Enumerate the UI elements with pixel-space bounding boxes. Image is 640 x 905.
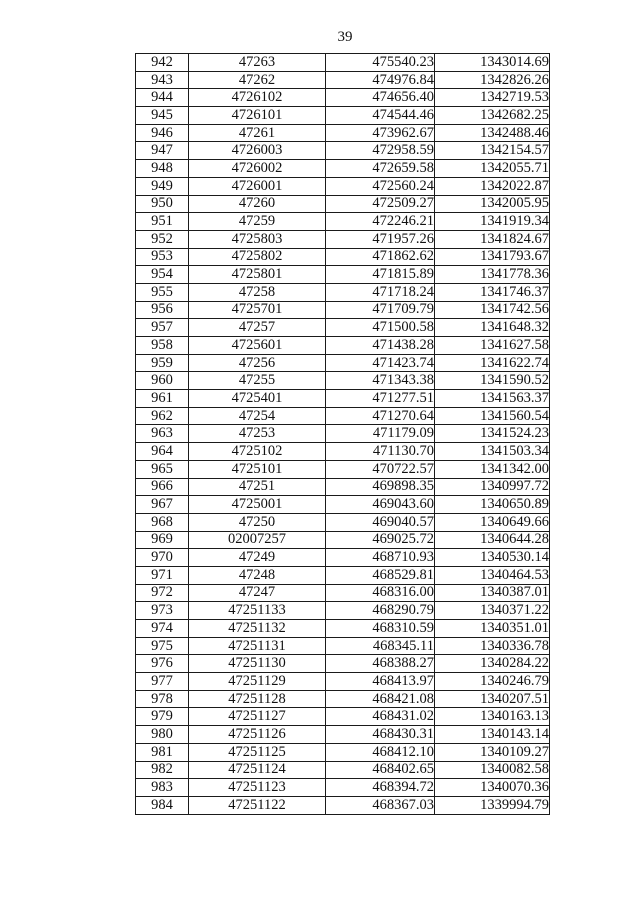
x-coordinate-cell: 472659.58: [326, 160, 435, 178]
point-id-cell: 47249: [189, 549, 326, 567]
row-number-cell: 963: [136, 425, 189, 443]
point-id-cell: 02007257: [189, 531, 326, 549]
y-coordinate-cell: 1342022.87: [435, 177, 550, 195]
x-coordinate-cell: 474976.84: [326, 71, 435, 89]
x-coordinate-cell: 468316.00: [326, 584, 435, 602]
y-coordinate-cell: 1340082.58: [435, 761, 550, 779]
y-coordinate-cell: 1342682.25: [435, 107, 550, 125]
x-coordinate-cell: 468367.03: [326, 796, 435, 814]
point-id-cell: 47251127: [189, 708, 326, 726]
point-id-cell: 47248: [189, 566, 326, 584]
y-coordinate-cell: 1341342.00: [435, 460, 550, 478]
y-coordinate-cell: 1341503.34: [435, 443, 550, 461]
row-number-cell: 953: [136, 248, 189, 266]
y-coordinate-cell: 1341590.52: [435, 372, 550, 390]
y-coordinate-cell: 1341524.23: [435, 425, 550, 443]
point-id-cell: 4725701: [189, 301, 326, 319]
x-coordinate-cell: 468402.65: [326, 761, 435, 779]
x-coordinate-cell: 471270.64: [326, 407, 435, 425]
table-row: [136, 496, 550, 514]
y-coordinate-cell: 1341648.32: [435, 319, 550, 337]
point-id-cell: 4725101: [189, 460, 326, 478]
table-row: [136, 248, 550, 266]
x-coordinate-cell: 471343.38: [326, 372, 435, 390]
table-row: [136, 673, 550, 691]
x-coordinate-cell: 468529.81: [326, 566, 435, 584]
point-id-cell: 47256: [189, 354, 326, 372]
point-id-cell: 47250: [189, 513, 326, 531]
x-coordinate-cell: 468431.02: [326, 708, 435, 726]
x-coordinate-cell: 468310.59: [326, 620, 435, 638]
row-number-cell: 950: [136, 195, 189, 213]
table-row: [136, 637, 550, 655]
point-id-cell: 4725001: [189, 496, 326, 514]
x-coordinate-cell: 471423.74: [326, 354, 435, 372]
point-id-cell: 47258: [189, 283, 326, 301]
row-number-cell: 982: [136, 761, 189, 779]
table-row: [136, 655, 550, 673]
row-number-cell: 967: [136, 496, 189, 514]
point-id-cell: 47251122: [189, 796, 326, 814]
row-number-cell: 959: [136, 354, 189, 372]
y-coordinate-cell: 1340650.89: [435, 496, 550, 514]
row-number-cell: 969: [136, 531, 189, 549]
x-coordinate-cell: 468413.97: [326, 673, 435, 691]
y-coordinate-cell: 1341919.34: [435, 213, 550, 231]
table-row: [136, 443, 550, 461]
point-id-cell: 47253: [189, 425, 326, 443]
x-coordinate-cell: 468412.10: [326, 743, 435, 761]
row-number-cell: 945: [136, 107, 189, 125]
x-coordinate-cell: 468394.72: [326, 779, 435, 797]
row-number-cell: 978: [136, 690, 189, 708]
table-row: [136, 390, 550, 408]
x-coordinate-cell: 471500.58: [326, 319, 435, 337]
table-row: [136, 726, 550, 744]
row-number-cell: 947: [136, 142, 189, 160]
x-coordinate-cell: 474656.40: [326, 89, 435, 107]
x-coordinate-cell: 469898.35: [326, 478, 435, 496]
table-row: [136, 283, 550, 301]
table-row: [136, 690, 550, 708]
x-coordinate-cell: 471130.70: [326, 443, 435, 461]
row-number-cell: 949: [136, 177, 189, 195]
x-coordinate-cell: 472246.21: [326, 213, 435, 231]
table-row: [136, 319, 550, 337]
point-id-cell: 4725601: [189, 337, 326, 355]
y-coordinate-cell: 1341746.37: [435, 283, 550, 301]
row-number-cell: 960: [136, 372, 189, 390]
point-id-cell: 47262: [189, 71, 326, 89]
y-coordinate-cell: 1340644.28: [435, 531, 550, 549]
x-coordinate-cell: 475540.23: [326, 54, 435, 72]
y-coordinate-cell: 1343014.69: [435, 54, 550, 72]
table-row: [136, 54, 550, 72]
row-number-cell: 952: [136, 230, 189, 248]
row-number-cell: 954: [136, 266, 189, 284]
table-row: [136, 301, 550, 319]
row-number-cell: 984: [136, 796, 189, 814]
point-id-cell: 4725803: [189, 230, 326, 248]
table-row: [136, 478, 550, 496]
row-number-cell: 976: [136, 655, 189, 673]
point-id-cell: 47251126: [189, 726, 326, 744]
table-row: [136, 160, 550, 178]
y-coordinate-cell: 1340163.13: [435, 708, 550, 726]
x-coordinate-cell: 471815.89: [326, 266, 435, 284]
point-id-cell: 47247: [189, 584, 326, 602]
point-id-cell: 47259: [189, 213, 326, 231]
row-number-cell: 942: [136, 54, 189, 72]
point-id-cell: 47257: [189, 319, 326, 337]
y-coordinate-cell: 1340070.36: [435, 779, 550, 797]
row-number-cell: 957: [136, 319, 189, 337]
table-row: [136, 195, 550, 213]
table-row: [136, 708, 550, 726]
y-coordinate-cell: 1342826.26: [435, 71, 550, 89]
x-coordinate-cell: 471957.26: [326, 230, 435, 248]
x-coordinate-cell: 468421.08: [326, 690, 435, 708]
table-row: [136, 761, 550, 779]
point-id-cell: 47251133: [189, 602, 326, 620]
y-coordinate-cell: 1341742.56: [435, 301, 550, 319]
x-coordinate-cell: 471862.62: [326, 248, 435, 266]
row-number-cell: 943: [136, 71, 189, 89]
table-row: [136, 743, 550, 761]
row-number-cell: 968: [136, 513, 189, 531]
y-coordinate-cell: 1341793.67: [435, 248, 550, 266]
table-row: [136, 71, 550, 89]
row-number-cell: 975: [136, 637, 189, 655]
y-coordinate-cell: 1340464.53: [435, 566, 550, 584]
x-coordinate-cell: 474544.46: [326, 107, 435, 125]
y-coordinate-cell: 1340387.01: [435, 584, 550, 602]
table-row: [136, 372, 550, 390]
point-id-cell: 47251128: [189, 690, 326, 708]
table-row: [136, 796, 550, 814]
table-row: [136, 266, 550, 284]
x-coordinate-cell: 468430.31: [326, 726, 435, 744]
coordinates-table: [135, 53, 550, 815]
x-coordinate-cell: 469025.72: [326, 531, 435, 549]
x-coordinate-cell: 468290.79: [326, 602, 435, 620]
y-coordinate-cell: 1340351.01: [435, 620, 550, 638]
table-row: [136, 142, 550, 160]
y-coordinate-cell: 1340246.79: [435, 673, 550, 691]
y-coordinate-cell: 1340109.27: [435, 743, 550, 761]
table-row: [136, 213, 550, 231]
point-id-cell: 47254: [189, 407, 326, 425]
table-row: [136, 107, 550, 125]
point-id-cell: 47260: [189, 195, 326, 213]
y-coordinate-cell: 1340649.66: [435, 513, 550, 531]
row-number-cell: 981: [136, 743, 189, 761]
y-coordinate-cell: 1340530.14: [435, 549, 550, 567]
row-number-cell: 965: [136, 460, 189, 478]
coordinates-table-body: [136, 54, 550, 815]
x-coordinate-cell: 471277.51: [326, 390, 435, 408]
point-id-cell: 4726102: [189, 89, 326, 107]
x-coordinate-cell: 469043.60: [326, 496, 435, 514]
y-coordinate-cell: 1341560.54: [435, 407, 550, 425]
y-coordinate-cell: 1340997.72: [435, 478, 550, 496]
x-coordinate-cell: 472509.27: [326, 195, 435, 213]
point-id-cell: 47251129: [189, 673, 326, 691]
row-number-cell: 961: [136, 390, 189, 408]
point-id-cell: 4726002: [189, 160, 326, 178]
row-number-cell: 948: [136, 160, 189, 178]
point-id-cell: 47251132: [189, 620, 326, 638]
point-id-cell: 47251131: [189, 637, 326, 655]
table-row: [136, 407, 550, 425]
row-number-cell: 962: [136, 407, 189, 425]
row-number-cell: 951: [136, 213, 189, 231]
point-id-cell: 47251130: [189, 655, 326, 673]
x-coordinate-cell: 468710.93: [326, 549, 435, 567]
row-number-cell: 970: [136, 549, 189, 567]
row-number-cell: 974: [136, 620, 189, 638]
row-number-cell: 946: [136, 124, 189, 142]
point-id-cell: 4725401: [189, 390, 326, 408]
point-id-cell: 47251123: [189, 779, 326, 797]
y-coordinate-cell: 1340371.22: [435, 602, 550, 620]
table-row: [136, 584, 550, 602]
x-coordinate-cell: 472560.24: [326, 177, 435, 195]
point-id-cell: 4725801: [189, 266, 326, 284]
y-coordinate-cell: 1341563.37: [435, 390, 550, 408]
x-coordinate-cell: 473962.67: [326, 124, 435, 142]
row-number-cell: 958: [136, 337, 189, 355]
row-number-cell: 956: [136, 301, 189, 319]
point-id-cell: 47251: [189, 478, 326, 496]
point-id-cell: 47261: [189, 124, 326, 142]
point-id-cell: 47255: [189, 372, 326, 390]
row-number-cell: 971: [136, 566, 189, 584]
y-coordinate-cell: 1340143.14: [435, 726, 550, 744]
x-coordinate-cell: 471179.09: [326, 425, 435, 443]
y-coordinate-cell: 1341622.74: [435, 354, 550, 372]
row-number-cell: 955: [136, 283, 189, 301]
point-id-cell: 4726101: [189, 107, 326, 125]
point-id-cell: 4726001: [189, 177, 326, 195]
table-row: [136, 425, 550, 443]
table-row: [136, 779, 550, 797]
row-number-cell: 977: [136, 673, 189, 691]
y-coordinate-cell: 1342154.57: [435, 142, 550, 160]
row-number-cell: 973: [136, 602, 189, 620]
y-coordinate-cell: 1341778.36: [435, 266, 550, 284]
x-coordinate-cell: 469040.57: [326, 513, 435, 531]
row-number-cell: 983: [136, 779, 189, 797]
table-row: [136, 89, 550, 107]
y-coordinate-cell: 1341627.58: [435, 337, 550, 355]
x-coordinate-cell: 471709.79: [326, 301, 435, 319]
table-row: [136, 124, 550, 142]
table-row: [136, 549, 550, 567]
y-coordinate-cell: 1342488.46: [435, 124, 550, 142]
y-coordinate-cell: 1341824.67: [435, 230, 550, 248]
y-coordinate-cell: 1340207.51: [435, 690, 550, 708]
x-coordinate-cell: 471718.24: [326, 283, 435, 301]
y-coordinate-cell: 1339994.79: [435, 796, 550, 814]
y-coordinate-cell: 1340284.22: [435, 655, 550, 673]
x-coordinate-cell: 471438.28: [326, 337, 435, 355]
x-coordinate-cell: 468388.27: [326, 655, 435, 673]
point-id-cell: 4725802: [189, 248, 326, 266]
x-coordinate-cell: 470722.57: [326, 460, 435, 478]
table-row: [136, 513, 550, 531]
table-row: [136, 337, 550, 355]
y-coordinate-cell: 1340336.78: [435, 637, 550, 655]
y-coordinate-cell: 1342055.71: [435, 160, 550, 178]
table-row: [136, 177, 550, 195]
point-id-cell: 4725102: [189, 443, 326, 461]
row-number-cell: 964: [136, 443, 189, 461]
row-number-cell: 980: [136, 726, 189, 744]
table-row: [136, 460, 550, 478]
table-row: [136, 531, 550, 549]
y-coordinate-cell: 1342005.95: [435, 195, 550, 213]
point-id-cell: 47251125: [189, 743, 326, 761]
page-number: 39: [337, 29, 353, 45]
table-row: [136, 566, 550, 584]
x-coordinate-cell: 468345.11: [326, 637, 435, 655]
y-coordinate-cell: 1342719.53: [435, 89, 550, 107]
point-id-cell: 4726003: [189, 142, 326, 160]
point-id-cell: 47251124: [189, 761, 326, 779]
row-number-cell: 944: [136, 89, 189, 107]
table-row: [136, 602, 550, 620]
row-number-cell: 966: [136, 478, 189, 496]
row-number-cell: 979: [136, 708, 189, 726]
table-row: [136, 230, 550, 248]
table-row: [136, 620, 550, 638]
point-id-cell: 47263: [189, 54, 326, 72]
x-coordinate-cell: 472958.59: [326, 142, 435, 160]
table-row: [136, 354, 550, 372]
row-number-cell: 972: [136, 584, 189, 602]
